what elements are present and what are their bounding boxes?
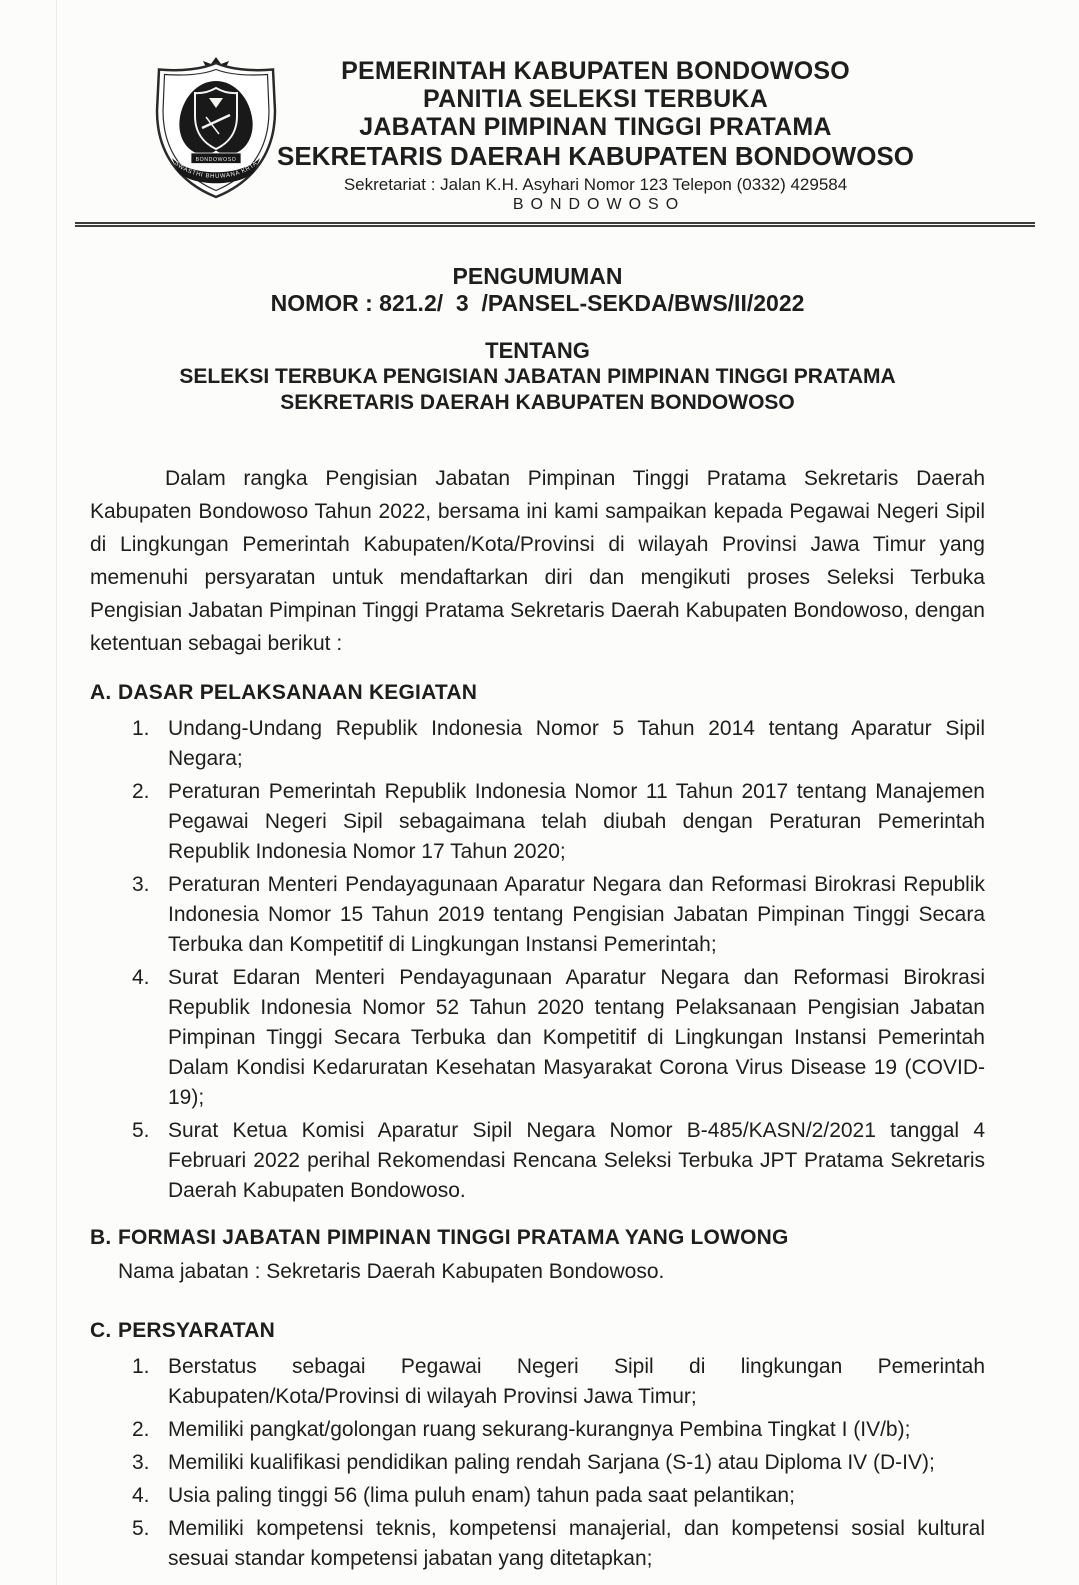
section-a-title: DASAR PELAKSANAAN KEGIATAN: [118, 681, 478, 704]
announcement-subject-line1: SELEKSI TERBUKA PENGISIAN JABATAN PIMPINAN TINGGI PRATAMA: [179, 365, 896, 388]
list-item-number: 5.: [132, 1517, 150, 1540]
announcement-heading: PENGUMUMAN: [452, 263, 623, 289]
section-c-title: PERSYARATAN: [118, 1319, 276, 1342]
list-item-number: 3.: [132, 873, 150, 896]
announcement-number: NOMOR : 821.2/ 3 /PANSEL-SEKDA/BWS/II/2022: [270, 290, 805, 316]
intro-paragraph: Dalam rangka Pengisian Jabatan Pimpinan Tinggi Pratama Sekretaris Daerah Kabupaten Bondowoso Tahun 2022, bersama ini kami sampaikan kepada Pegawai Negeri Sipil di Lingkungan Pemerintah Kabupaten/Kota/Provinsi di wilayah Provinsi Jawa Timur yang memenuhi persyaratan untuk mendaftarkan diri dan mengikuti proses Seleksi Terbuka Pengisian Jabatan Pimpinan Tinggi Pratama Sekretaris Daerah Kabupaten Bondowoso, dengan ketentuan sebagai berikut :: [90, 467, 985, 655]
logo-banner-text: BONDOWOSO: [195, 157, 237, 163]
section-persyaratan: [90, 1319, 985, 1574]
letterhead-office-name: SEKRETARIS DAERAH KABUPATEN BONDOWOSO: [276, 141, 914, 171]
section-c-letter: C.: [90, 1319, 112, 1342]
list-item: [90, 1116, 985, 1206]
list-item-number: 1.: [132, 1355, 150, 1378]
list-item: [90, 1448, 985, 1478]
list-item-text: Berstatus sebagai Pegawai Negeri Sipil di lingkungan Pemerintah Kabupaten/Kota/Provinsi di wilayah Provinsi Jawa Timur;: [168, 1355, 985, 1408]
list-item-text: Peraturan Menteri Pendayagunaan Aparatur Negara dan Reformasi Birokrasi Republik Indonesia Nomor 15 Tahun 2019 tentang Pengisian Jabatan Pimpinan Tinggi Secara Terbuka dan Kompetitif di Lingkungan Instansi Pemerintah;: [168, 873, 985, 956]
section-c-list: [90, 1352, 985, 1574]
list-item-number: 2.: [132, 1418, 150, 1441]
section-a-letter: A.: [90, 681, 112, 704]
list-item: [90, 870, 985, 960]
section-formasi-jabatan: [90, 1226, 985, 1287]
letterhead-committee-name: PANITIA SELEKSI TERBUKA: [423, 85, 768, 113]
section-a-list: [90, 714, 985, 1206]
letterhead-position-name: JABATAN PIMPINAN TINGGI PRATAMA: [359, 113, 832, 141]
list-item-number: 4.: [132, 966, 150, 989]
list-item-text: Peraturan Pemerintah Republik Indonesia Nomor 11 Tahun 2017 tentang Manajemen Pegawai Negeri Sipil sebagaimana telah diubah dengan Peraturan Pemerintah Republik Indonesia Nomor 17 Tahun 2020;: [168, 780, 985, 863]
logo-motto-text: SWASTHI BHUWANA KRTA: [172, 160, 260, 180]
list-item-number: 4.: [132, 1484, 150, 1507]
section-dasar-pelaksanaan: [90, 681, 985, 1206]
section-c-heading: [90, 1319, 985, 1343]
letterhead-city: BONDOWOSO: [512, 196, 686, 213]
document-title-block: [90, 263, 985, 416]
list-item: [90, 777, 985, 867]
list-item-text: Surat Edaran Menteri Pendayagunaan Aparatur Negara dan Reformasi Birokrasi Republik Indonesia Nomor 52 Tahun 2020 tentang Pelaksanaan Pengisian Jabatan Pimpinan Tinggi Secara Terbuka dan Kompetitif di Lingkungan Instansi Pemerintah Dalam Kondisi Kedaruratan Kesehatan Masyarakat Corona Virus Disease 19 (COVID-19);: [168, 966, 985, 1109]
list-item: [90, 714, 985, 774]
list-item-text: Usia paling tinggi 56 (lima puluh enam) tahun pada saat pelantikan;: [168, 1484, 795, 1507]
section-a-heading: [90, 681, 985, 705]
section-b-letter: B.: [90, 1226, 112, 1249]
list-item-number: 3.: [132, 1451, 150, 1474]
list-item-number: 5.: [132, 1119, 150, 1142]
letterhead-divider-rule: [75, 222, 1035, 227]
letterhead-secretariat-address: Sekretariat : Jalan K.H. Asyhari Nomor 123 Telepon (0332) 429584: [343, 175, 848, 194]
list-item: [90, 1415, 985, 1445]
bondowoso-coat-of-arms-icon: [145, 55, 287, 203]
list-item-text: Surat Ketua Komisi Aparatur Sipil Negara Nomor B-485/KASN/2/2021 tanggal 4 Februari 2022 perihal Rekomendasi Rencana Seleksi Terbuka JPT Pratama Sekretaris Daerah Kabupaten Bondowoso.: [168, 1119, 985, 1202]
list-item-number: 2.: [132, 780, 150, 803]
list-item-number: 1.: [132, 717, 150, 740]
section-b-heading: [90, 1226, 985, 1250]
list-item: [90, 1481, 985, 1511]
announcement-subject-line2: SEKRETARIS DAERAH KABUPATEN BONDOWOSO: [280, 391, 795, 414]
letterhead: [90, 0, 985, 214]
letterhead-government-name: PEMERINTAH KABUPATEN BONDOWOSO: [341, 57, 850, 85]
list-item: [90, 1352, 985, 1412]
section-b-body: Nama jabatan : Sekretaris Daerah Kabupaten Bondowoso.: [118, 1260, 665, 1283]
section-b-title: FORMASI JABATAN PIMPINAN TINGGI PRATAMA YANG LOWONG: [118, 1226, 789, 1249]
list-item-text: Memiliki pangkat/golongan ruang sekurang-kurangnya Pembina Tingkat I (IV/b);: [168, 1418, 911, 1441]
announcement-about-label: TENTANG: [485, 338, 590, 363]
list-item: [90, 1514, 985, 1574]
list-item-text: Undang-Undang Republik Indonesia Nomor 5 Tahun 2014 tentang Aparatur Sipil Negara;: [168, 717, 985, 770]
list-item: [90, 963, 985, 1113]
list-item-text: Memiliki kompetensi teknis, kompetensi manajerial, dan kompetensi sosial kultural sesuai standar kompetensi jabatan yang ditetapkan;: [168, 1517, 985, 1570]
list-item-text: Memiliki kualifikasi pendidikan paling rendah Sarjana (S-1) atau Diploma IV (D-IV);: [168, 1451, 935, 1474]
